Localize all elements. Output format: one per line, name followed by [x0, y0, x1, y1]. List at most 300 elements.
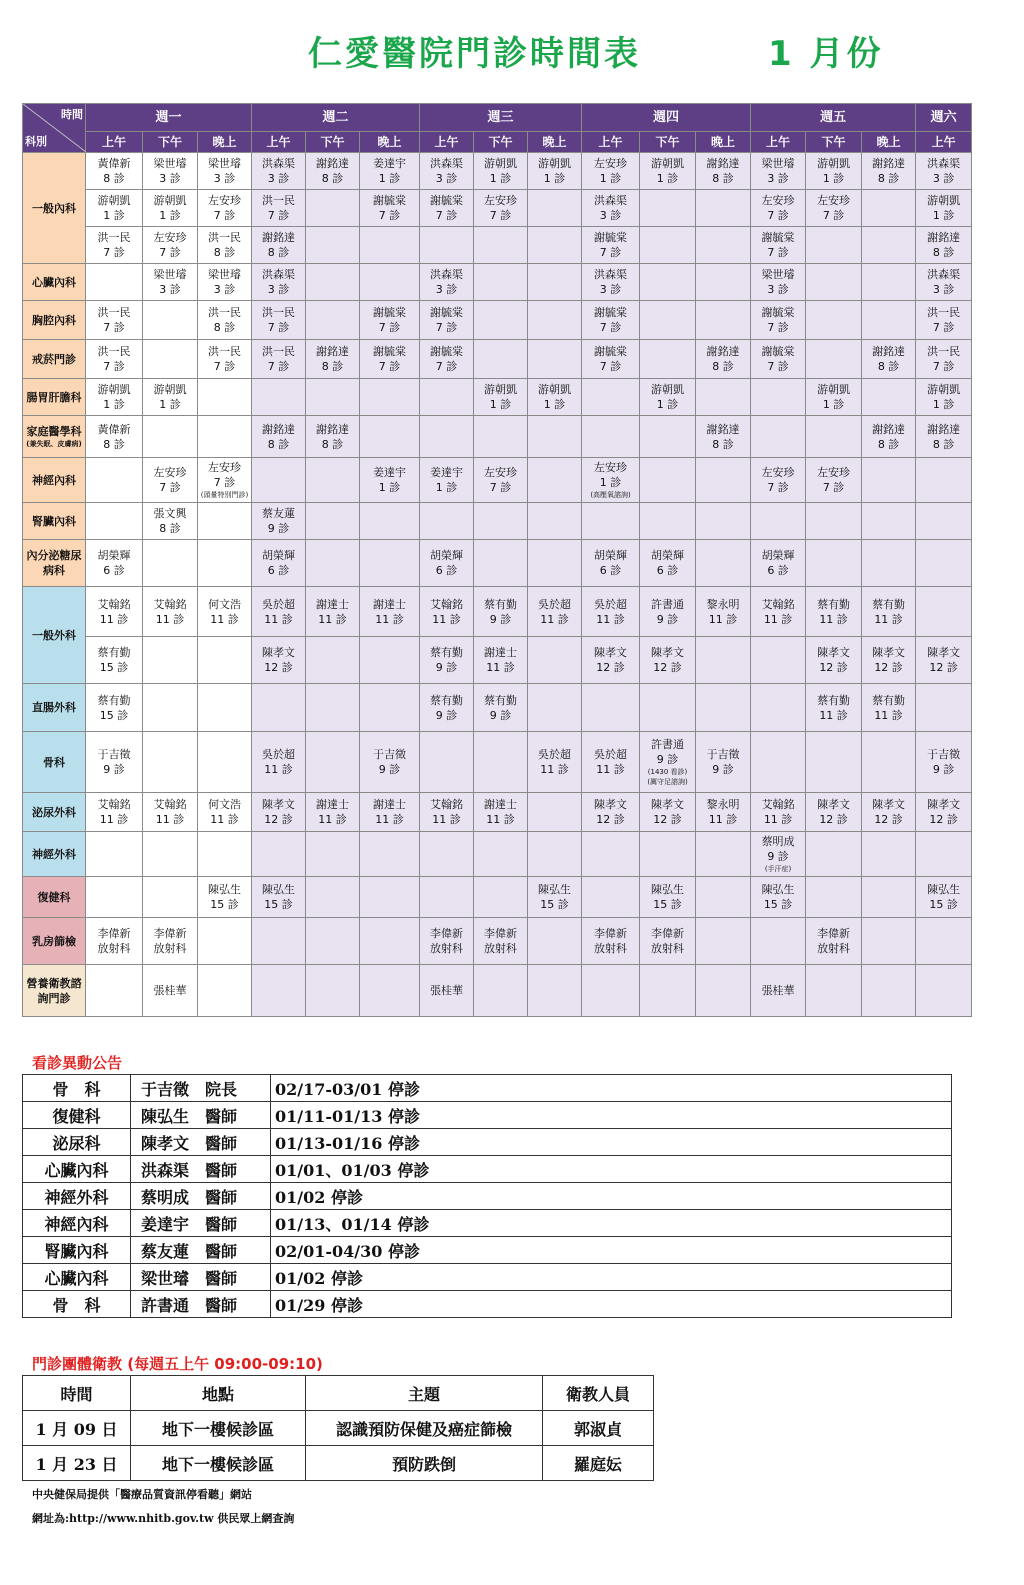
- doctor-name: 吳於超: [538, 748, 572, 761]
- room-label: 7 診: [435, 321, 458, 334]
- schedule-cell: [252, 587, 306, 637]
- schedule-row: [23, 637, 972, 684]
- doctor-name: 洪一民: [927, 345, 961, 358]
- schedule-cell: [806, 416, 862, 458]
- schedule-cell: [640, 965, 696, 1017]
- schedule-cell: [528, 503, 582, 540]
- dept-name: 神經外科: [32, 847, 76, 861]
- doctor-name: 洪一民: [208, 231, 241, 244]
- schedule-cell: [751, 379, 806, 416]
- schedule-cell: [360, 503, 420, 540]
- schedule-cell: [252, 416, 306, 458]
- room-label: 7 診: [103, 246, 125, 259]
- room-label: 7 診: [213, 209, 236, 222]
- doctor-name: 梁世璿: [761, 268, 795, 281]
- schedule-cell: [198, 503, 252, 540]
- schedule-cell: [640, 540, 696, 587]
- room-label: 12 診: [874, 813, 903, 826]
- room-label: 9 診: [378, 763, 401, 776]
- room-label: 15 診: [653, 898, 682, 911]
- room-label: 6 診: [435, 564, 458, 577]
- doctor-name: 謝毓棠: [594, 306, 628, 319]
- room-label: 放射科: [651, 942, 685, 955]
- schedule-cell: [360, 684, 420, 732]
- schedule-cell: [751, 684, 806, 732]
- schedule-cell: [862, 458, 916, 503]
- schedule-cell: [420, 190, 474, 227]
- room-label: 1 診: [822, 172, 845, 185]
- schedule-cell: [751, 832, 806, 877]
- doctor-name: 游朝凱: [651, 383, 685, 396]
- room-label: 11 診: [874, 708, 903, 722]
- schedule-cell: [528, 918, 582, 965]
- schedule-cell: [420, 379, 474, 416]
- page-title: [0, 22, 1024, 76]
- room-label: 12 診: [929, 813, 958, 826]
- doctor-name: 于吉徵: [706, 748, 740, 761]
- session-header: 上午: [420, 132, 474, 153]
- doctor-name: 李偉新: [594, 927, 628, 940]
- room-label: 11 診: [540, 763, 569, 776]
- room-label: 8 診: [103, 172, 125, 185]
- schedule-cell: [862, 340, 916, 379]
- schedule-cell: [806, 965, 862, 1017]
- room-label: 1 診: [543, 398, 566, 411]
- room-label: 3 診: [159, 283, 181, 296]
- doctor-name: 陳孝文: [594, 646, 628, 659]
- schedule-cell: [306, 503, 360, 540]
- doctor-name: 游朝凱: [538, 157, 572, 170]
- schedule-cell: [143, 340, 198, 379]
- day-header: 週四: [582, 104, 751, 132]
- room-label: 1 診: [932, 209, 955, 222]
- room-label: 3 診: [267, 283, 290, 296]
- doctor-name: 姜達宇: [373, 466, 407, 479]
- schedule-cell: [582, 153, 640, 190]
- session-header: 上午: [751, 132, 806, 153]
- doctor-name: 左安珍: [484, 194, 518, 207]
- session-header: 下午: [474, 132, 528, 153]
- schedule-cell: [528, 458, 582, 503]
- room-label: 7 診: [599, 321, 622, 334]
- schedule-cell: [806, 540, 862, 587]
- doctor-name: 左安珍: [817, 466, 851, 479]
- cell-note: (厲守足諮詢): [647, 778, 688, 786]
- room-label: 11 診: [819, 612, 848, 626]
- session-header: 下午: [306, 132, 360, 153]
- schedule-cell: [696, 190, 751, 227]
- doctor-name: 謝銘達: [316, 345, 350, 358]
- notice-dept: 骨 科: [23, 1075, 131, 1102]
- dept-cell: [23, 503, 86, 540]
- notice-doctor: 梁世璿 醫師: [131, 1264, 271, 1291]
- schedule-cell: [198, 340, 252, 379]
- schedule-cell: [420, 684, 474, 732]
- schedule-cell: [143, 832, 198, 877]
- room-label: 7 診: [767, 246, 789, 259]
- doctor-name: 于吉徵: [927, 748, 961, 761]
- doctor-name: 洪森渠: [927, 268, 961, 281]
- schedule-cell: [528, 301, 582, 340]
- schedule-cell: [528, 264, 582, 301]
- cell-note: (頭暈特別門診): [200, 491, 249, 499]
- schedule-cell: [528, 379, 582, 416]
- session-header: 晚上: [696, 132, 751, 153]
- schedule-cell: [582, 264, 640, 301]
- doctor-name: 謝達士: [316, 798, 350, 811]
- schedule-cell: [916, 732, 972, 793]
- room-label: 3 診: [599, 283, 622, 296]
- session-header: 晚上: [360, 132, 420, 153]
- schedule-cell: [640, 340, 696, 379]
- doctor-name: 許書通: [651, 738, 685, 751]
- schedule-cell: [862, 965, 916, 1017]
- education-date: 1 月 09 日: [23, 1411, 131, 1446]
- schedule-cell: [640, 264, 696, 301]
- doctor-name: 謝毓棠: [430, 306, 464, 319]
- room-label: 7 診: [378, 360, 401, 373]
- schedule-cell: [862, 379, 916, 416]
- schedule-cell: [640, 153, 696, 190]
- room-label: 11 診: [210, 813, 239, 826]
- day-header: 週六: [916, 104, 972, 132]
- doctor-name: 謝銘達: [872, 157, 906, 170]
- notice-doctor: 姜達宇 醫師: [131, 1210, 271, 1237]
- schedule-cell: [360, 190, 420, 227]
- schedule-cell: [143, 684, 198, 732]
- schedule-cell: [474, 732, 528, 793]
- doctor-name: 胡榮輝: [594, 549, 628, 562]
- schedule-cell: [751, 732, 806, 793]
- schedule-cell: [143, 227, 198, 264]
- dept-name: 腸胃肝膽科: [26, 390, 82, 404]
- room-label: 8 診: [267, 246, 290, 259]
- room-label: 15 診: [540, 898, 569, 911]
- education-header: 衛教人員: [543, 1376, 654, 1411]
- schedule-row: [23, 732, 972, 793]
- room-label: 7 診: [267, 321, 290, 334]
- room-label: 15 診: [99, 708, 129, 722]
- schedule-cell: [806, 458, 862, 503]
- schedule-row: [23, 793, 972, 832]
- schedule-cell: [528, 965, 582, 1017]
- room-label: 3 診: [159, 172, 181, 185]
- room-label: 12 診: [264, 813, 293, 826]
- schedule-cell: [198, 732, 252, 793]
- notice-dept: 心臟內科: [23, 1264, 131, 1291]
- dept-cell: [23, 877, 86, 918]
- dept-cell: [23, 965, 86, 1017]
- schedule-cell: [143, 458, 198, 503]
- room-label: 8 診: [877, 172, 900, 185]
- schedule-cell: [143, 637, 198, 684]
- schedule-cell: [474, 832, 528, 877]
- schedule-cell: [751, 227, 806, 264]
- schedule-cell: [420, 301, 474, 340]
- notice-dates: 01/13、01/14 停診: [271, 1210, 952, 1237]
- schedule-cell: [143, 153, 198, 190]
- schedule-cell: [696, 540, 751, 587]
- schedule-cell: [420, 637, 474, 684]
- dept-cell: [23, 340, 86, 379]
- schedule-cell: [198, 416, 252, 458]
- doctor-name: 李偉新: [484, 927, 518, 940]
- schedule-cell: [198, 684, 252, 732]
- room-label: 7 診: [267, 209, 290, 222]
- doctor-name: 吳於超: [262, 597, 296, 611]
- room-label: 7 診: [435, 209, 458, 222]
- dept-cell: [23, 793, 86, 832]
- doctor-name: 艾翰銘: [761, 798, 795, 811]
- schedule-row: [23, 340, 972, 379]
- schedule-cell: [306, 793, 360, 832]
- education-header: 地點: [131, 1376, 306, 1411]
- schedule-cell: [198, 965, 252, 1017]
- doctor-name: 陳孝文: [872, 646, 906, 659]
- room-label: 3 診: [267, 172, 290, 185]
- schedule-month: 1 月份: [768, 34, 884, 74]
- schedule-cell: [420, 732, 474, 793]
- doctor-name: 蔡有勤: [484, 597, 518, 611]
- dept-cell: [23, 458, 86, 503]
- room-label: 放射科: [484, 942, 518, 955]
- doctor-name: 謝毓棠: [373, 345, 407, 358]
- room-label: 7 診: [932, 360, 955, 373]
- schedule-cell: [916, 153, 972, 190]
- schedule-cell: [420, 540, 474, 587]
- schedule-cell: [916, 793, 972, 832]
- doctor-name: 游朝凱: [484, 383, 518, 396]
- schedule-cell: [528, 793, 582, 832]
- schedule-cell: [916, 877, 972, 918]
- room-label: 8 診: [712, 437, 734, 451]
- schedule-cell: [806, 684, 862, 732]
- schedule-cell: [474, 540, 528, 587]
- doctor-name: 洪一民: [262, 345, 296, 358]
- room-label: 8 診: [932, 437, 955, 451]
- doctor-name: 蔡有勤: [817, 693, 851, 707]
- room-label: 3 診: [932, 172, 955, 185]
- doctor-name: 謝銘達: [262, 231, 296, 244]
- schedule-row: [23, 540, 972, 587]
- doctor-name: 謝銘達: [316, 157, 350, 170]
- schedule-cell: [916, 587, 972, 637]
- doctor-name: 蔡友蓮: [262, 507, 296, 520]
- doctor-name: 蔡明成: [761, 835, 795, 848]
- schedule-cell: [306, 540, 360, 587]
- schedule-cell: [862, 416, 916, 458]
- schedule-cell: [528, 732, 582, 793]
- schedule-cell: [252, 379, 306, 416]
- schedule-cell: [360, 793, 420, 832]
- schedule-cell: [640, 227, 696, 264]
- schedule-cell: [198, 153, 252, 190]
- room-label: 9 診: [103, 763, 125, 776]
- room-label: 11 診: [318, 612, 347, 626]
- room-label: 7 診: [767, 209, 789, 222]
- room-label: 1 診: [822, 398, 845, 411]
- schedule-cell: [474, 965, 528, 1017]
- doctor-name: 胡榮輝: [97, 549, 131, 562]
- room-label: 9 診: [489, 612, 512, 626]
- room-label: 12 診: [653, 813, 682, 826]
- schedule-cell: [751, 877, 806, 918]
- doctor-name: 蔡有勤: [872, 597, 906, 611]
- schedule-cell: [143, 301, 198, 340]
- schedule-cell: [474, 153, 528, 190]
- schedule-cell: [252, 340, 306, 379]
- room-label: 7 診: [378, 321, 401, 334]
- session-header: 上午: [916, 132, 972, 153]
- schedule-cell: [528, 340, 582, 379]
- room-label: 1 診: [599, 476, 622, 489]
- room-label: 7 診: [489, 209, 512, 222]
- schedule-cell: [86, 832, 143, 877]
- schedule-cell: [306, 458, 360, 503]
- schedule-cell: [862, 301, 916, 340]
- schedule-cell: [474, 684, 528, 732]
- room-label: 11 診: [596, 612, 625, 626]
- room-label: 7 診: [932, 321, 955, 334]
- education-row: [23, 1411, 654, 1446]
- room-label: 11 診: [155, 813, 185, 826]
- room-label: 7 診: [599, 360, 622, 373]
- schedule-cell: [474, 340, 528, 379]
- schedule-cell: [916, 301, 972, 340]
- schedule-cell: [306, 918, 360, 965]
- doctor-name: 謝毓棠: [761, 345, 795, 358]
- notice-row: [23, 1264, 952, 1291]
- room-label: 11 診: [763, 612, 793, 626]
- notice-doctor: 陳弘生 醫師: [131, 1102, 271, 1129]
- schedule-cell: [306, 637, 360, 684]
- day-header: 週一: [86, 104, 252, 132]
- schedule-cell: [360, 918, 420, 965]
- schedule-cell: [86, 379, 143, 416]
- doctor-name: 謝毓棠: [430, 194, 464, 207]
- schedule-cell: [582, 379, 640, 416]
- schedule-cell: [143, 379, 198, 416]
- schedule-cell: [528, 684, 582, 732]
- doctor-name: 陳弘生: [927, 883, 961, 896]
- schedule-cell: [806, 340, 862, 379]
- session-header: 上午: [582, 132, 640, 153]
- room-label: 11 診: [708, 612, 738, 626]
- schedule-cell: [198, 540, 252, 587]
- education-table: [22, 1375, 654, 1481]
- room-label: 11 診: [99, 612, 129, 626]
- schedule-cell: [360, 540, 420, 587]
- notice-doctor: 蔡友蓮 醫師: [131, 1237, 271, 1264]
- room-label: 11 診: [708, 813, 738, 826]
- schedule-cell: [582, 877, 640, 918]
- schedule-cell: [198, 227, 252, 264]
- notice-dept: 神經內科: [23, 1210, 131, 1237]
- schedule-row: [23, 918, 972, 965]
- room-label: 11 診: [155, 612, 185, 626]
- doctor-name: 何文浩: [208, 798, 241, 811]
- schedule-cell: [306, 416, 360, 458]
- room-label: 9 診: [656, 612, 679, 626]
- room-label: 11 診: [819, 708, 848, 722]
- doctor-name: 李偉新: [651, 927, 685, 940]
- doctor-name: 左安珍: [817, 194, 851, 207]
- dept-name: 腎臟內科: [32, 514, 76, 528]
- doctor-name: 陳孝文: [651, 798, 685, 811]
- schedule-cell: [528, 227, 582, 264]
- room-label: 12 診: [929, 661, 958, 674]
- room-label: 9 診: [656, 753, 679, 766]
- schedule-cell: [360, 877, 420, 918]
- schedule-cell: [86, 793, 143, 832]
- doctor-name: 謝毓棠: [761, 231, 795, 244]
- dept-cell: [23, 587, 86, 684]
- dept-cell: [23, 540, 86, 587]
- dept-name: 心臟內科: [32, 275, 76, 289]
- doctor-name: 左安珍: [153, 231, 187, 244]
- room-label: 9 診: [767, 850, 789, 863]
- doctor-name: 陳弘生: [538, 883, 572, 896]
- doctor-name: 謝銘達: [706, 157, 740, 170]
- schedule-cell: [306, 877, 360, 918]
- schedule-cell: [198, 877, 252, 918]
- room-label: 11 診: [432, 612, 461, 626]
- schedule-cell: [143, 416, 198, 458]
- schedule-row: [23, 190, 972, 227]
- room-label: 1 診: [489, 172, 512, 185]
- doctor-name: 張桂華: [430, 984, 464, 997]
- footer-line-2: 網址為:http://www.nhitb.gov.tw 供民眾上網查詢: [32, 1512, 295, 1525]
- schedule-cell: [143, 587, 198, 637]
- doctor-name: 游朝凱: [927, 383, 961, 396]
- schedule-cell: [751, 540, 806, 587]
- cell-note: (手汗症): [764, 865, 792, 873]
- dept-name: 骨科: [43, 755, 65, 769]
- doctor-name: 吳於超: [538, 597, 572, 611]
- schedule-cell: [696, 340, 751, 379]
- schedule-cell: [306, 379, 360, 416]
- schedule-cell: [198, 832, 252, 877]
- doctor-name: 洪一民: [97, 306, 131, 319]
- schedule-cell: [751, 637, 806, 684]
- schedule-cell: [640, 832, 696, 877]
- schedule-cell: [862, 793, 916, 832]
- room-label: 7 診: [103, 360, 125, 373]
- schedule-row: [23, 458, 972, 503]
- doctor-name: 洪森渠: [262, 157, 296, 170]
- schedule-cell: [360, 227, 420, 264]
- room-label: 11 診: [318, 813, 347, 826]
- schedule-cell: [582, 503, 640, 540]
- schedule-cell: [640, 458, 696, 503]
- schedule-cell: [806, 301, 862, 340]
- schedule-cell: [86, 153, 143, 190]
- doctor-name: 游朝凱: [484, 157, 518, 170]
- schedule-cell: [640, 503, 696, 540]
- doctor-name: 游朝凱: [817, 383, 851, 396]
- doctor-name: 吳於超: [594, 748, 628, 761]
- room-label: 7 診: [767, 321, 789, 334]
- doctor-name: 左安珍: [761, 194, 795, 207]
- education-title: 門診團體衛教 (每週五上午 09:00-09:10): [32, 1355, 323, 1373]
- schedule-cell: [143, 793, 198, 832]
- doctor-name: 謝銘達: [706, 345, 740, 358]
- schedule-cell: [582, 458, 640, 503]
- schedule-cell: [420, 793, 474, 832]
- notice-dates: 02/01-04/30 停診: [271, 1237, 952, 1264]
- day-header: 週二: [252, 104, 420, 132]
- room-label: 3 診: [435, 172, 458, 185]
